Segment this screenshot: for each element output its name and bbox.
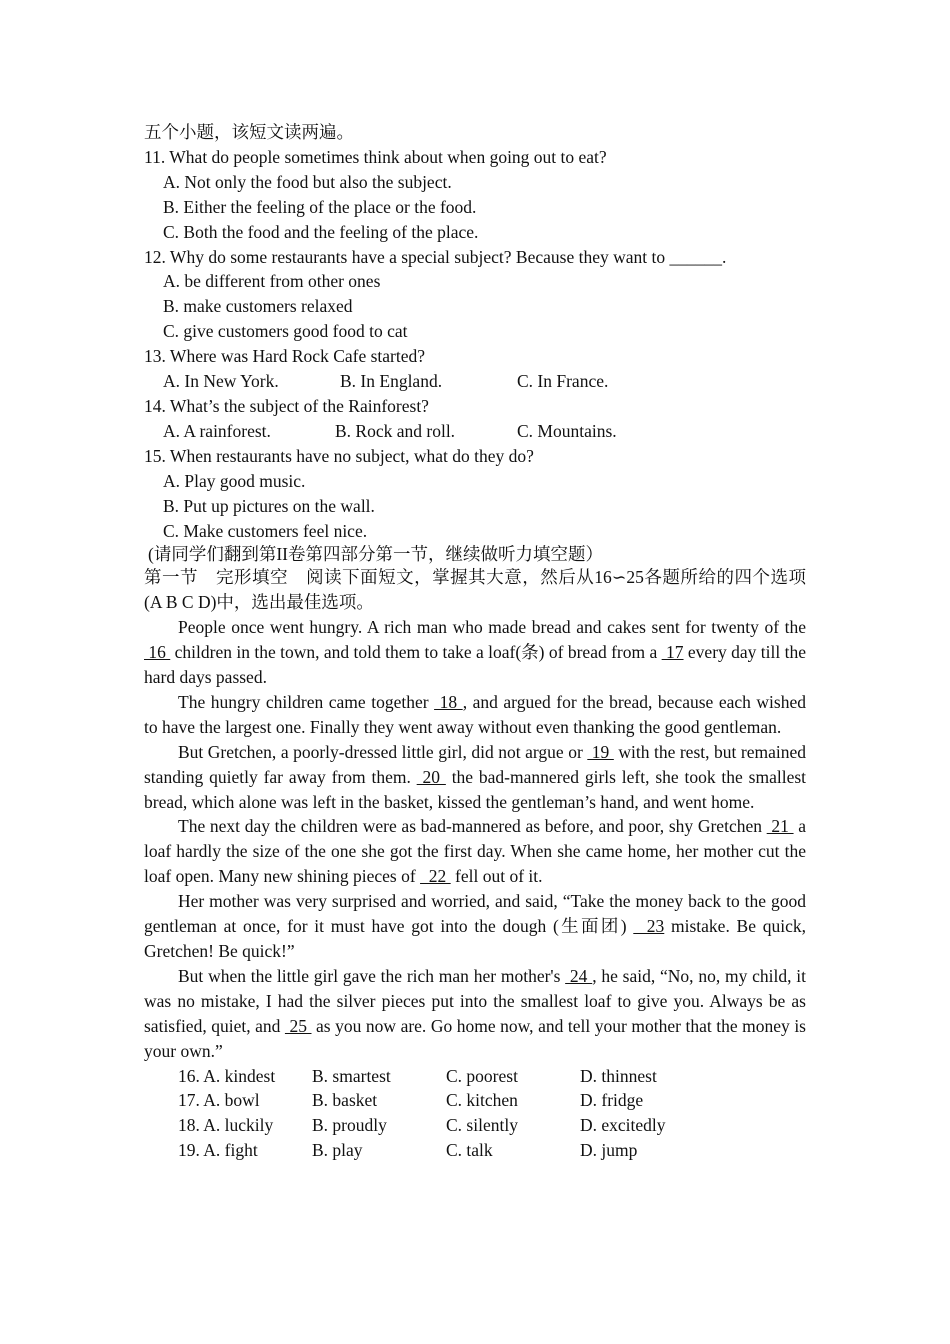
passage-paragraph-6: But when the little girl gave the rich man her mother's 24 , he said, “No, no, my child, it was no mistake, I had the silver pieces put into the smallest loaf to give you. Always be as satisfied, quiet, and 25 as you now are. Go home now, and tell your mother that the money is your own.” [144, 965, 806, 1061]
options-13 [144, 369, 806, 394]
option-13c: C. In France. [517, 371, 609, 392]
question-13: 13. Where was Hard Rock Cafe started? [144, 346, 426, 367]
turn-page-note: (请同学们翻到第II卷第四部分第一节，继续做听力填空题） [148, 544, 603, 565]
option-14c: C. Mountains. [517, 420, 617, 441]
passage-paragraph-3: But Gretchen, a poorly-dressed little girl, did not argue or 19 with the rest, but remained standing quietly far away from them. 20 the bad-mannered girls left, she took the smallest bread, which alone was left in the basket, kissed the gentleman’s hand, and went home. [144, 741, 807, 812]
blank-25: 25 [284, 1015, 312, 1036]
section-title: 第一节 完形填空 阅读下面短文，掌握其大意，然后从16∽25各题所给的四个选项 (A B C D)中，选出最佳选项。 [144, 567, 806, 613]
option-12a: A. be different from other ones [163, 271, 381, 292]
blank-18: 18 [434, 691, 463, 712]
choice-row-19: 19. A. fight B. play C. talk D. jump [178, 1140, 638, 1161]
option-14a: A. A rainforest. [163, 420, 271, 441]
option-15c: C. Make customers feel nice. [163, 520, 368, 541]
question-12: 12. Why do some restaurants have a special subject? Because they want to ______. [144, 246, 727, 267]
option-12c: C. give customers good food to cat [163, 321, 408, 342]
option-11a: A. Not only the food but also the subject. [163, 171, 452, 192]
passage-paragraph-2: The hungry children came together 18 , and argued for the bread, because each wished to have the largest one. Finally they went away without even thanking the good gentleman. [144, 691, 806, 737]
option-13a: A. In New York. [163, 371, 279, 392]
blank-16: 16 [144, 642, 171, 663]
options-14 [144, 419, 806, 444]
option-12b: B. make customers relaxed [163, 296, 353, 317]
option-15a: A. Play good music. [163, 470, 306, 491]
passage-paragraph-1: People once went hungry. A rich man who made bread and cakes sent for twenty of the 16 children in the town, and told them to take a loaf(条) of bread from a 17 every day till the hard days passed. [144, 617, 807, 688]
option-13b: B. In England. [340, 371, 443, 392]
choice-row-18: 18. A. luckily B. proudly C. silently D. excitedly [178, 1115, 666, 1136]
blank-24: 24 [565, 965, 593, 986]
question-11: 11. What do people sometimes think about when going out to eat? [144, 146, 607, 167]
question-14: 14. What’s the subject of the Rainforest? [144, 395, 429, 416]
exam-page [144, 120, 806, 1163]
passage-paragraph-4: The next day the children were as bad-mannered as before, and poor, shy Gretchen 21 a loaf hardly the size of the one she got the first day. When she came home, her mother cut the loaf open. Many new shining pieces of 22 fell out of it. [144, 816, 806, 887]
blank-22: 22 [420, 866, 451, 887]
passage-paragraph-5: Her mother was very surprised and worried, and said, “Take the money back to the good gentleman at once, for it must have got into the dough (生面团) 23 mistake. Be quick, Gretchen! Be quick!” [144, 891, 806, 961]
blank-19: 19 [587, 741, 614, 762]
choice-row-16: 16. A. kindest B. smartest C. poorest D. thinnest [178, 1065, 657, 1086]
option-11c: C. Both the food and the feeling of the place. [163, 221, 479, 242]
intro-line: 五个小题，该短文读两遍。 [144, 122, 354, 142]
option-15b: B. Put up pictures on the wall. [163, 495, 375, 516]
blank-20: 20 [416, 766, 446, 787]
choice-row-17: 17. A. bowl B. basket C. kitchen D. fridge [178, 1090, 644, 1111]
blank-17: 17 [661, 642, 684, 663]
option-14b: B. Rock and roll. [335, 420, 456, 441]
blank-23: 23 [633, 916, 665, 937]
question-15: 15. When restaurants have no subject, what do they do? [144, 445, 534, 466]
blank-21: 21 [766, 816, 794, 837]
option-11b: B. Either the feeling of the place or the food. [163, 196, 477, 217]
